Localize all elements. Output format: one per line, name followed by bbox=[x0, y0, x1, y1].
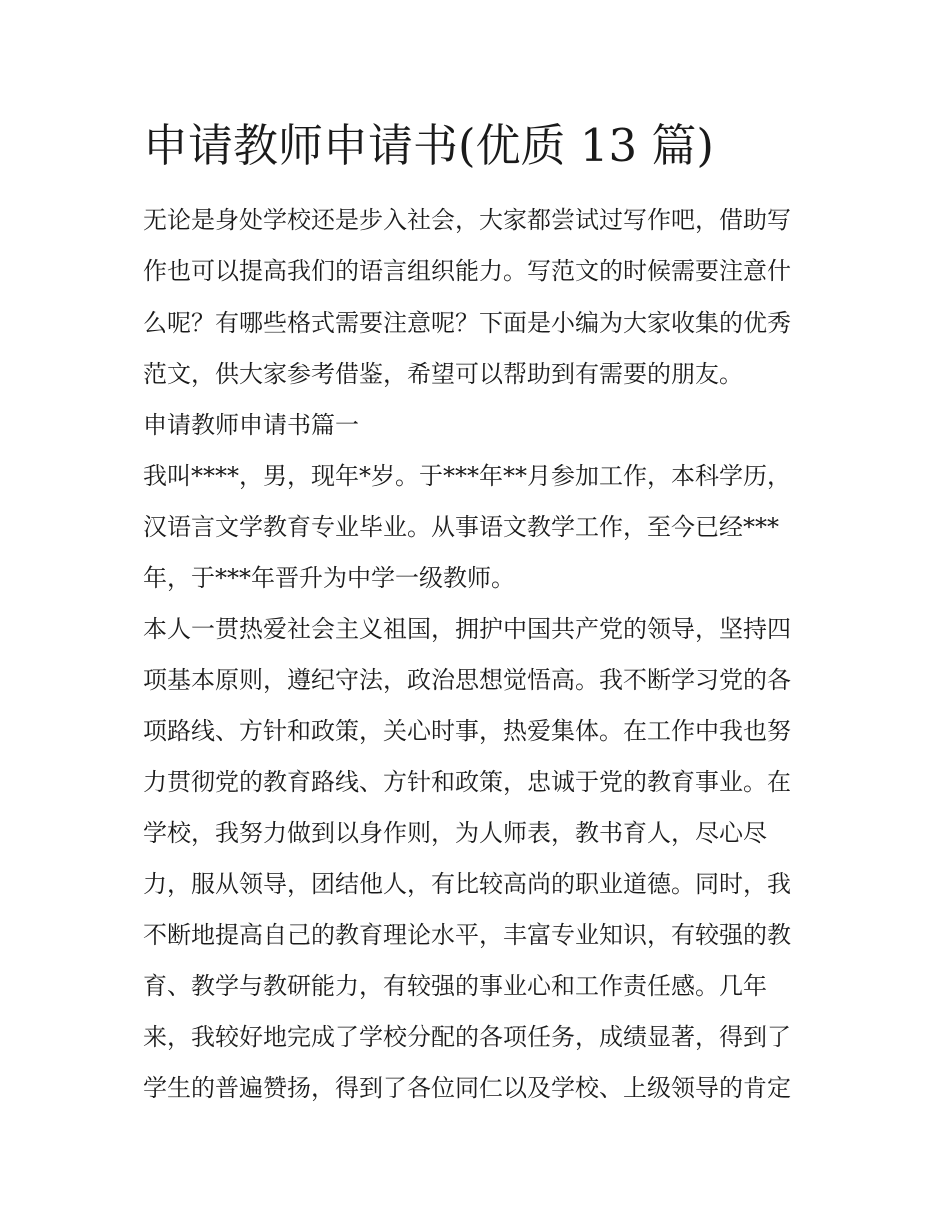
text-line: 育、教学与教研能力，有较强的事业心和工作责任感。几年 bbox=[143, 972, 767, 1000]
document-title: 申请教师申请书(优质 13 篇) bbox=[143, 119, 714, 172]
text-line: 项路线、方针和政策，关心时事，热爱集体。在工作中我也努 bbox=[143, 717, 791, 745]
text-line: 项基本原则，遵纪守法，政治思想觉悟高。我不断学习党的各 bbox=[143, 666, 791, 694]
text-line: 力贯彻党的教育路线、方针和政策，忠诚于党的教育事业。在 bbox=[143, 768, 791, 796]
text-line: 力，服从领导，团结他人，有比较高尚的职业道德。同时，我 bbox=[143, 870, 791, 898]
text-line: 不断地提高自己的教育理论水平，丰富专业知识，有较强的教 bbox=[143, 921, 791, 949]
text-line: 汉语言文学教育专业毕业。从事语文教学工作，至今已经*** bbox=[143, 513, 779, 541]
section-heading: 申请教师申请书篇一 bbox=[143, 411, 359, 439]
text-line: 范文，供大家参考借鉴，希望可以帮助到有需要的朋友。 bbox=[143, 360, 743, 388]
text-line: 么呢？有哪些格式需要注意呢？下面是小编为大家收集的优秀 bbox=[143, 309, 791, 337]
text-line: 作也可以提高我们的语言组织能力。写范文的时候需要注意什 bbox=[143, 257, 791, 285]
text-line: 来，我较好地完成了学校分配的各项任务，成绩显著，得到了 bbox=[143, 1023, 791, 1051]
text-line: 无论是身处学校还是步入社会，大家都尝试过写作吧，借助写 bbox=[143, 206, 791, 234]
text-line: 本人一贯热爱社会主义祖国，拥护中国共产党的领导，坚持四 bbox=[143, 615, 791, 643]
text-line: 学校，我努力做到以身作则，为人师表，教书育人，尽心尽 bbox=[143, 819, 767, 847]
text-line: 学生的普遍赞扬，得到了各位同仁以及学校、上级领导的肯定 bbox=[143, 1074, 791, 1102]
text-line: 我叫****，男，现年*岁。于***年**月参加工作，本科学历， bbox=[143, 462, 791, 490]
text-line: 年，于***年晋升为中学一级教师。 bbox=[143, 564, 515, 592]
